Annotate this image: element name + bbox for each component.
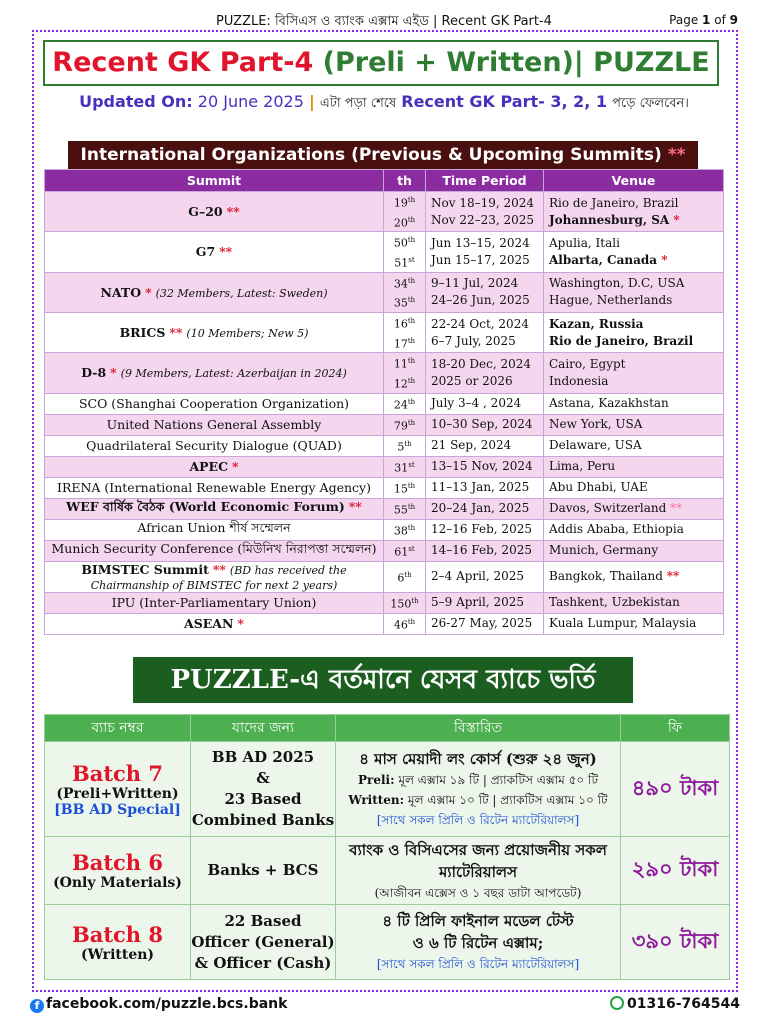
time-period: Nov 18–19, 2024 Nov 22–23, 2025	[426, 192, 544, 232]
summit-number: 19th 20th	[384, 192, 426, 232]
table-row	[45, 613, 724, 634]
summit-name: BIMSTEC Summit ** (BD has received the Chairmanship of BIMSTEC for next 2 years)	[45, 561, 384, 592]
table-row	[45, 519, 724, 540]
summit-name: IRENA (International Renewable Energy Agency)	[45, 477, 384, 498]
page-header	[0, 0, 768, 30]
time-period: 9–11 Jul, 2024 24–26 Jun, 2025	[426, 272, 544, 312]
summit-number: 16th 17th	[384, 312, 426, 352]
batch-fee: ২৯০ টাকা	[621, 837, 730, 905]
summit-number: 38th	[384, 519, 426, 540]
venue: Davos, Switzerland **	[544, 498, 724, 519]
summit-number: 34th 35th	[384, 272, 426, 312]
whatsapp-icon	[610, 996, 624, 1010]
col-header-time: Time Period	[426, 170, 544, 192]
summit-number: 5th	[384, 435, 426, 456]
page-number: Page 1 of 9	[669, 13, 738, 27]
col-header-batch: ব্যাচ নম্বর	[45, 715, 191, 742]
summit-name: APEC *	[45, 456, 384, 477]
venue: Apulia, Itali Albarta, Canada *	[544, 232, 724, 272]
summit-name: G–20 **	[45, 192, 384, 232]
time-period: 2–4 April, 2025	[426, 561, 544, 592]
time-period: 13–15 Nov, 2024	[426, 456, 544, 477]
page-title: Recent GK Part-4 (Preli + Written)| PUZZLE	[43, 40, 719, 86]
batch-sub: (Only Materials)	[53, 875, 182, 891]
batch-name: Batch 8	[71, 921, 164, 947]
facebook-icon: f	[30, 999, 44, 1013]
batch-name: Batch 6	[71, 850, 164, 875]
batch-table	[44, 714, 730, 980]
batch-name: Batch 7	[71, 760, 164, 786]
batch-fee: ৩৯০ টাকা	[621, 905, 730, 980]
batch-row-7	[45, 742, 730, 837]
time-period: 14–16 Feb, 2025	[426, 540, 544, 561]
table-row	[45, 456, 724, 477]
summit-name: WEF বার্ষিক বৈঠক (World Economic Forum) **	[45, 498, 384, 519]
batch-cell	[45, 837, 191, 905]
batch-details: ব্যাংক ও বিসিএসের জন্য প্রয়োজনীয় সকল ম্যাটেরিয়ালস (আজীবন এক্সেস ও ১ বছর ডাটা আপডেট)	[336, 837, 621, 905]
col-header-th: th	[384, 170, 426, 192]
col-header-fee: ফি	[621, 715, 730, 742]
batch-for: 22 Based Officer (General) & Officer (Cash)	[191, 905, 336, 980]
venue: Astana, Kazakhstan	[544, 393, 724, 414]
facebook-link[interactable]: f facebook.com/puzzle.bcs.bank	[30, 996, 287, 1013]
col-header-summit: Summit	[45, 170, 384, 192]
table-row	[45, 498, 724, 519]
venue: Addis Ababa, Ethiopia	[544, 519, 724, 540]
time-period: 12–16 Feb, 2025	[426, 519, 544, 540]
header-text: PUZZLE: বিসিএস ও ব্যাংক এক্সাম এইড | Recent GK Part-4	[216, 14, 552, 29]
summit-number: 50th 51st	[384, 232, 426, 272]
batch-banner: PUZZLE-এ বর্তমানে যেসব ব্যাচে ভর্তি	[133, 657, 633, 703]
venue: Abu Dhabi, UAE	[544, 477, 724, 498]
venue: Kuala Lumpur, Malaysia	[544, 613, 724, 634]
col-header-details: বিস্তারিত	[336, 715, 621, 742]
table-row	[45, 192, 724, 232]
venue: Lima, Peru	[544, 456, 724, 477]
table-row	[45, 393, 724, 414]
summit-number: 24th	[384, 393, 426, 414]
time-period: 11–13 Jan, 2025	[426, 477, 544, 498]
time-period: 5–9 April, 2025	[426, 592, 544, 613]
venue: Delaware, USA	[544, 435, 724, 456]
summit-name: D-8 * (9 Members, Latest: Azerbaijan in 2024)	[45, 353, 384, 393]
summit-name: ASEAN *	[45, 613, 384, 634]
batch-header-row	[45, 715, 730, 742]
updated-line: Updated On: 20 June 2025 | এটা পড়া শেষে Recent GK Part- 3, 2, 1 পড়ে ফেলবেন।	[79, 92, 689, 111]
time-period: 22-24 Oct, 2024 6–7 July, 2025	[426, 312, 544, 352]
summit-number: 31st	[384, 456, 426, 477]
batch-row-6	[45, 837, 730, 905]
time-period: 10–30 Sep, 2024	[426, 414, 544, 435]
time-period: Jun 13–15, 2024 Jun 15–17, 2025	[426, 232, 544, 272]
summit-number: 150th	[384, 592, 426, 613]
table-row	[45, 477, 724, 498]
section-title: International Organizations (Previous & Upcoming Summits) **	[68, 141, 698, 169]
batch-cell	[45, 905, 191, 980]
summit-number: 61st	[384, 540, 426, 561]
summit-number: 15th	[384, 477, 426, 498]
table-row	[45, 561, 724, 592]
time-period: 20–24 Jan, 2025	[426, 498, 544, 519]
batch-cell	[45, 742, 191, 837]
table-row	[45, 414, 724, 435]
summit-number: 55th	[384, 498, 426, 519]
venue: Rio de Janeiro, Brazil Johannesburg, SA *	[544, 192, 724, 232]
table-row	[45, 232, 724, 272]
batch-sub: (Preli+Written)	[56, 785, 179, 802]
batch-row-8	[45, 905, 730, 980]
summit-name: NATO * (32 Members, Latest: Sweden)	[45, 272, 384, 312]
summit-name: BRICS ** (10 Members; New 5)	[45, 312, 384, 352]
venue: New York, USA	[544, 414, 724, 435]
phone-number[interactable]: 01316-764544	[610, 996, 740, 1012]
table-row	[45, 592, 724, 613]
venue: Tashkent, Uzbekistan	[544, 592, 724, 613]
table-row	[45, 540, 724, 561]
summit-number: 46th	[384, 613, 426, 634]
table-row	[45, 312, 724, 352]
time-period: 18-20 Dec, 2024 2025 or 2026	[426, 353, 544, 393]
summit-number: 6th	[384, 561, 426, 592]
table-header-row	[45, 170, 724, 192]
time-period: 21 Sep, 2024	[426, 435, 544, 456]
summit-name: Quadrilateral Security Dialogue (QUAD)	[45, 435, 384, 456]
batch-details: ৪ মাস মেয়াদী লং কোর্স (শুরু ২৪ জুন) Preli: মূল এক্সাম ১৯ টি | প্র্যাকটিস এক্সাম ৫০ টি Written: মূল এক্সাম ১০ টি | প্র্যাকটিস এক্সাম ১০ টি [সাথে সকল প্রিলি ও রিটেন ম্যাটেরিয়ালস]	[336, 742, 621, 837]
time-period: 26-27 May, 2025	[426, 613, 544, 634]
venue: Bangkok, Thailand **	[544, 561, 724, 592]
summit-name: IPU (Inter-Parliamentary Union)	[45, 592, 384, 613]
venue: Washington, D.C, USA Hague, Netherlands	[544, 272, 724, 312]
batch-for: Banks + BCS	[191, 837, 336, 905]
batch-special: [BB AD Special]	[54, 801, 181, 818]
summit-name: Munich Security Conference (মিউনিখ নিরাপত্তা সম্মেলন)	[45, 540, 384, 561]
venue: Munich, Germany	[544, 540, 724, 561]
summit-number: 79th	[384, 414, 426, 435]
venue: Kazan, Russia Rio de Janeiro, Brazil	[544, 312, 724, 352]
table-row	[45, 353, 724, 393]
batch-sub: (Written)	[80, 946, 155, 963]
batch-details: ৪ টি প্রিলি ফাইনাল মডেল টেস্ট ও ৬ টি রিটেন এক্সাম; [সাথে সকল প্রিলি ও রিটেন ম্যাটেরিয়ালস]	[336, 905, 621, 980]
summit-name: United Nations General Assembly	[45, 414, 384, 435]
col-header-for: যাদের জন্য	[191, 715, 336, 742]
venue: Cairo, Egypt Indonesia	[544, 353, 724, 393]
batch-fee: ৪৯০ টাকা	[621, 742, 730, 837]
summits-table	[44, 169, 724, 635]
table-row	[45, 435, 724, 456]
summit-name: African Union শীর্ষ সম্মেলন	[45, 519, 384, 540]
batch-for: BB AD 2025 & 23 Based Combined Banks	[191, 742, 336, 837]
col-header-venue: Venue	[544, 170, 724, 192]
time-period: July 3–4 , 2024	[426, 393, 544, 414]
summit-number: 11th 12th	[384, 353, 426, 393]
table-row	[45, 272, 724, 312]
summit-name: G7 **	[45, 232, 384, 272]
summit-name: SCO (Shanghai Cooperation Organization)	[45, 393, 384, 414]
